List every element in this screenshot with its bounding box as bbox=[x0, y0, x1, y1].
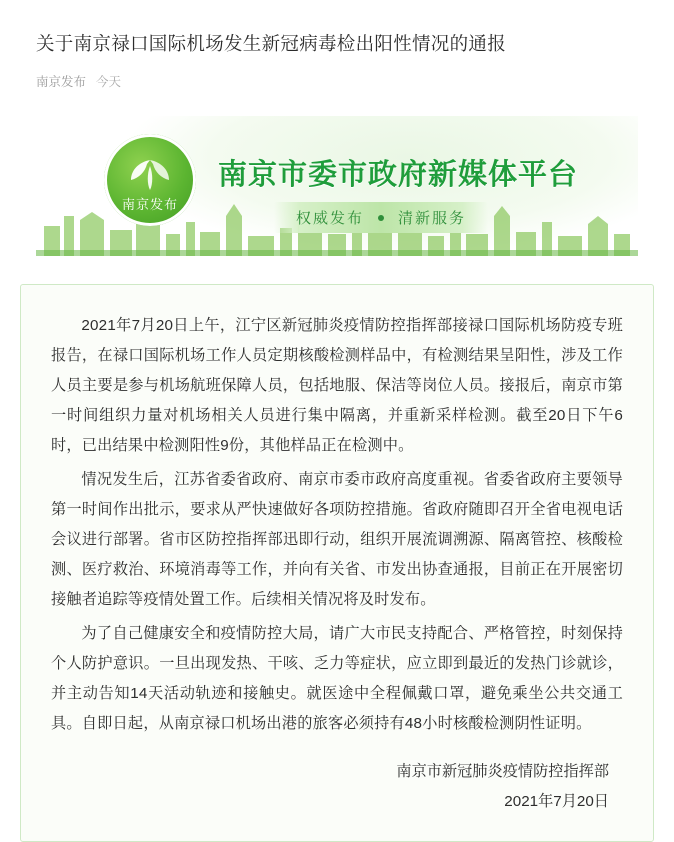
article-meta bbox=[0, 58, 674, 90]
banner-subtitle-right: 清新服务 bbox=[398, 210, 467, 227]
signature-org: 南京市新冠肺炎疫情防控指挥部 bbox=[396, 763, 609, 780]
paragraph: 2021年7月20日上午，江宁区新冠肺炎疫情防控指挥部接禄口国际机场防疫专班报告，在禄口国际机场工作人员定期核酸检测样品中，有检测结果呈阳性，涉及工作人员主要是参与机场航班保障人员，包括地服、保洁等岗位人员。接报后，南京市第一时间组织力量对机场相关人员进行集中隔离，并重新采样检测。截至20日下午6时，已出结果中检测阳性9份，其他样品正在检测中。 bbox=[51, 317, 623, 454]
article-source: 南京发布 bbox=[36, 75, 87, 89]
banner-subtitle bbox=[274, 202, 488, 233]
banner-title: 南京市委市政府新媒体平台 bbox=[218, 159, 579, 191]
page-title: 关于南京禄口国际机场发生新冠病毒检出阳性情况的通报 bbox=[36, 33, 507, 54]
signature-date: 2021年7月20日 bbox=[504, 793, 609, 810]
leaf-icon bbox=[127, 158, 173, 192]
banner bbox=[36, 116, 638, 266]
banner-subtitle-left: 权威发布 bbox=[296, 210, 365, 227]
logo-text: 南京发布 bbox=[121, 197, 178, 212]
banner-inner bbox=[36, 116, 638, 266]
paragraph: 为了自己健康安全和疫情防控大局，请广大市民支持配合、严格管控，时刻保持个人防护意识。一旦出现发热、干咳、乏力等症状，应立即到最近的发热门诊就诊，并主动告知14天活动轨迹和接触史。就医途中全程佩戴口罩，避免乘坐公共交通工具。自即日起，从南京禄口机场出港的旅客必须持有48小时核酸检测阴性证明。 bbox=[51, 625, 623, 732]
separator-dot-icon bbox=[378, 215, 384, 221]
paragraph: 情况发生后，江苏省委省政府、南京市委市政府高度重视。省委省政府主要领导第一时间作出批示，要求从严快速做好各项防控措施。省政府随即召开全省电视电话会议进行部署。省市区防控指挥部迅即行动，组织开展流调溯源、隔离管控、核酸检测、医疗救治、环境消毒等工作，并向有关省、市发出协查通报，目前正在开展密切接触者追踪等疫情处置工作。后续相关情况将及时发布。 bbox=[51, 471, 623, 608]
nanjing-fabu-logo bbox=[104, 134, 196, 226]
article-body bbox=[20, 284, 654, 842]
signature bbox=[51, 757, 623, 817]
article-time: 今天 bbox=[96, 75, 122, 89]
